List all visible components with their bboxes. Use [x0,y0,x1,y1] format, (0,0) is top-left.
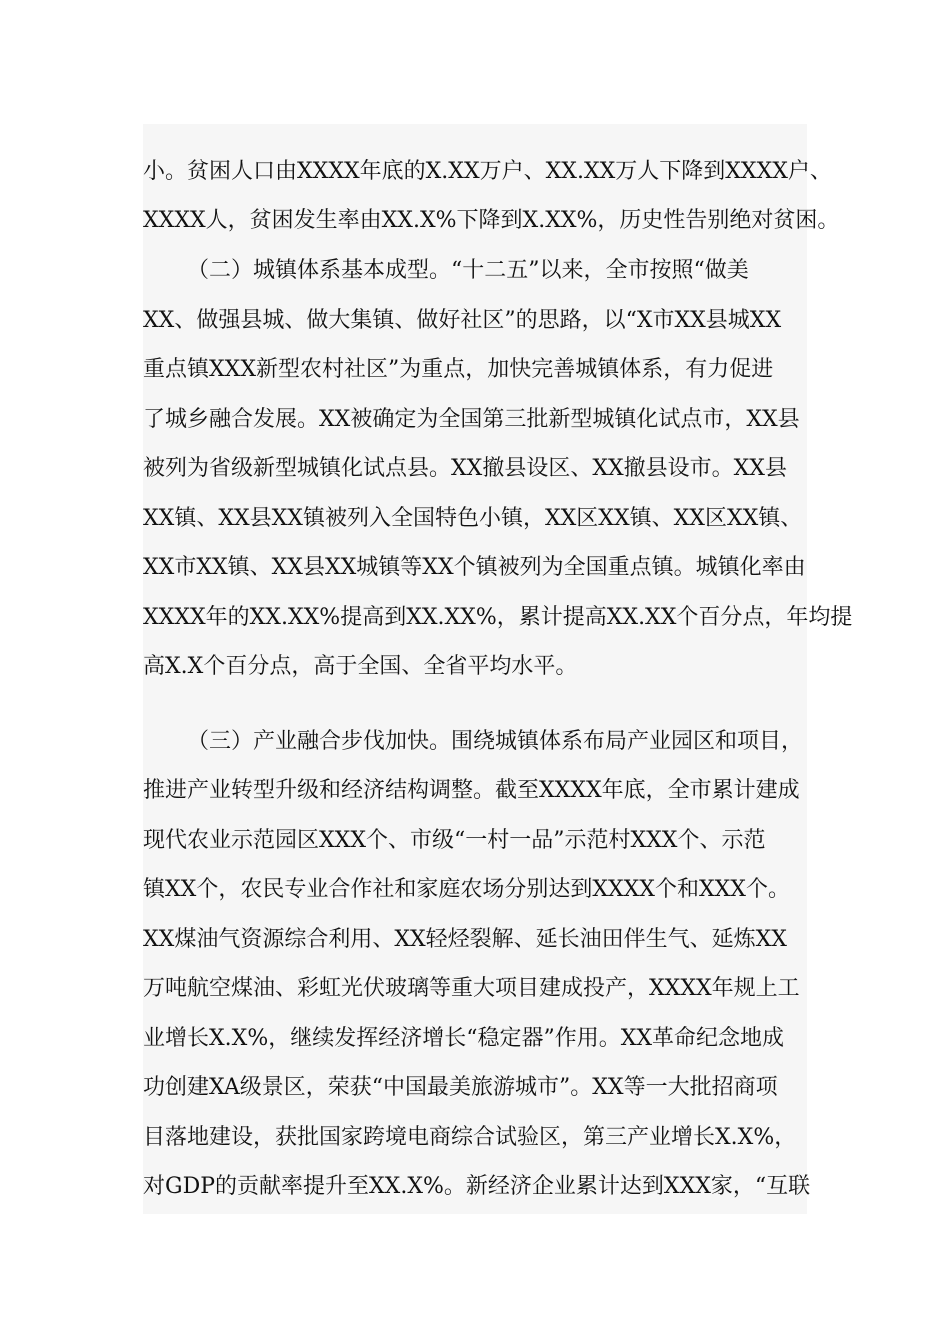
text-line: 现代农业示范园区XXX个、市级“一村一品”示范村XXX个、示范 [143,828,766,853]
body-text [143,124,853,1214]
text-line: XX市XX镇、XX县XX城镇等XX个镇被列为全国重点镇。城镇化率由 [143,555,806,580]
text-line: 业增长X.X%，继续发挥经济增长“稳定器”作用。XX革命纪念地成 [143,1026,785,1051]
paragraph-heading-line: （三）产业融合步伐加快。围绕城镇体系布局产业园区和项目， [187,729,804,754]
text-line: 万吨航空煤油、彩虹光伏玻璃等重大项目建成投产，XXXX年规上工 [143,976,800,1001]
text-line: 镇XX个，农民专业合作社和家庭农场分别达到XXXX个和XXX个。 [143,877,790,902]
paragraph-heading-line: （二）城镇体系基本成型。“十二五”以来，全市按照“做美 [187,258,749,283]
text-line: XXXX人，贫困发生率由XX.X%下降到X.XX%，历史性告别绝对贫困。 [143,208,840,233]
text-line: 高X.X个百分点，高于全国、全省平均水平。 [143,654,578,679]
text-line: 被列为省级新型城镇化试点县。XX撤县设区、XX撤县设市。XX县 [143,456,787,481]
text-line: 了城乡融合发展。XX被确定为全国第三批新型城镇化试点市，XX县 [143,407,800,432]
text-line: 功创建XA级景区，荣获“中国最美旅游城市”。XX等一大批招商项 [143,1075,778,1100]
text-line: XX、做强县城、做大集镇、做好社区”的思路，以“X市XX县城XX [143,308,782,333]
text-line: XXXX年的XX.XX%提高到XX.XX%，累计提高XX.XX个百分点，年均提 [143,605,853,630]
text-line: 小。贫困人口由XXXX年底的X.XX万户、XX.XX万人下降到XXXX户、 [143,159,832,184]
text-line: 目落地建设，获批国家跨境电商综合试验区，第三产业增长X.X%， [143,1125,797,1150]
text-line: XX镇、XX县XX镇被列入全国特色小镇，XX区XX镇、XX区XX镇、 [143,506,803,531]
text-line: 重点镇XXX新型农村社区”为重点，加快完善城镇体系，有力促进 [143,357,774,382]
text-line: 推进产业转型升级和经济结构调整。截至XXXX年底，全市累计建成 [143,778,800,803]
text-line: XX煤油气资源综合利用、XX轻烃裂解、延长油田伴生气、延炼XX [143,927,787,952]
text-line: 对GDP的贡献率提升至XX.X%。新经济企业累计达到XXX家，“互联 [143,1174,811,1199]
